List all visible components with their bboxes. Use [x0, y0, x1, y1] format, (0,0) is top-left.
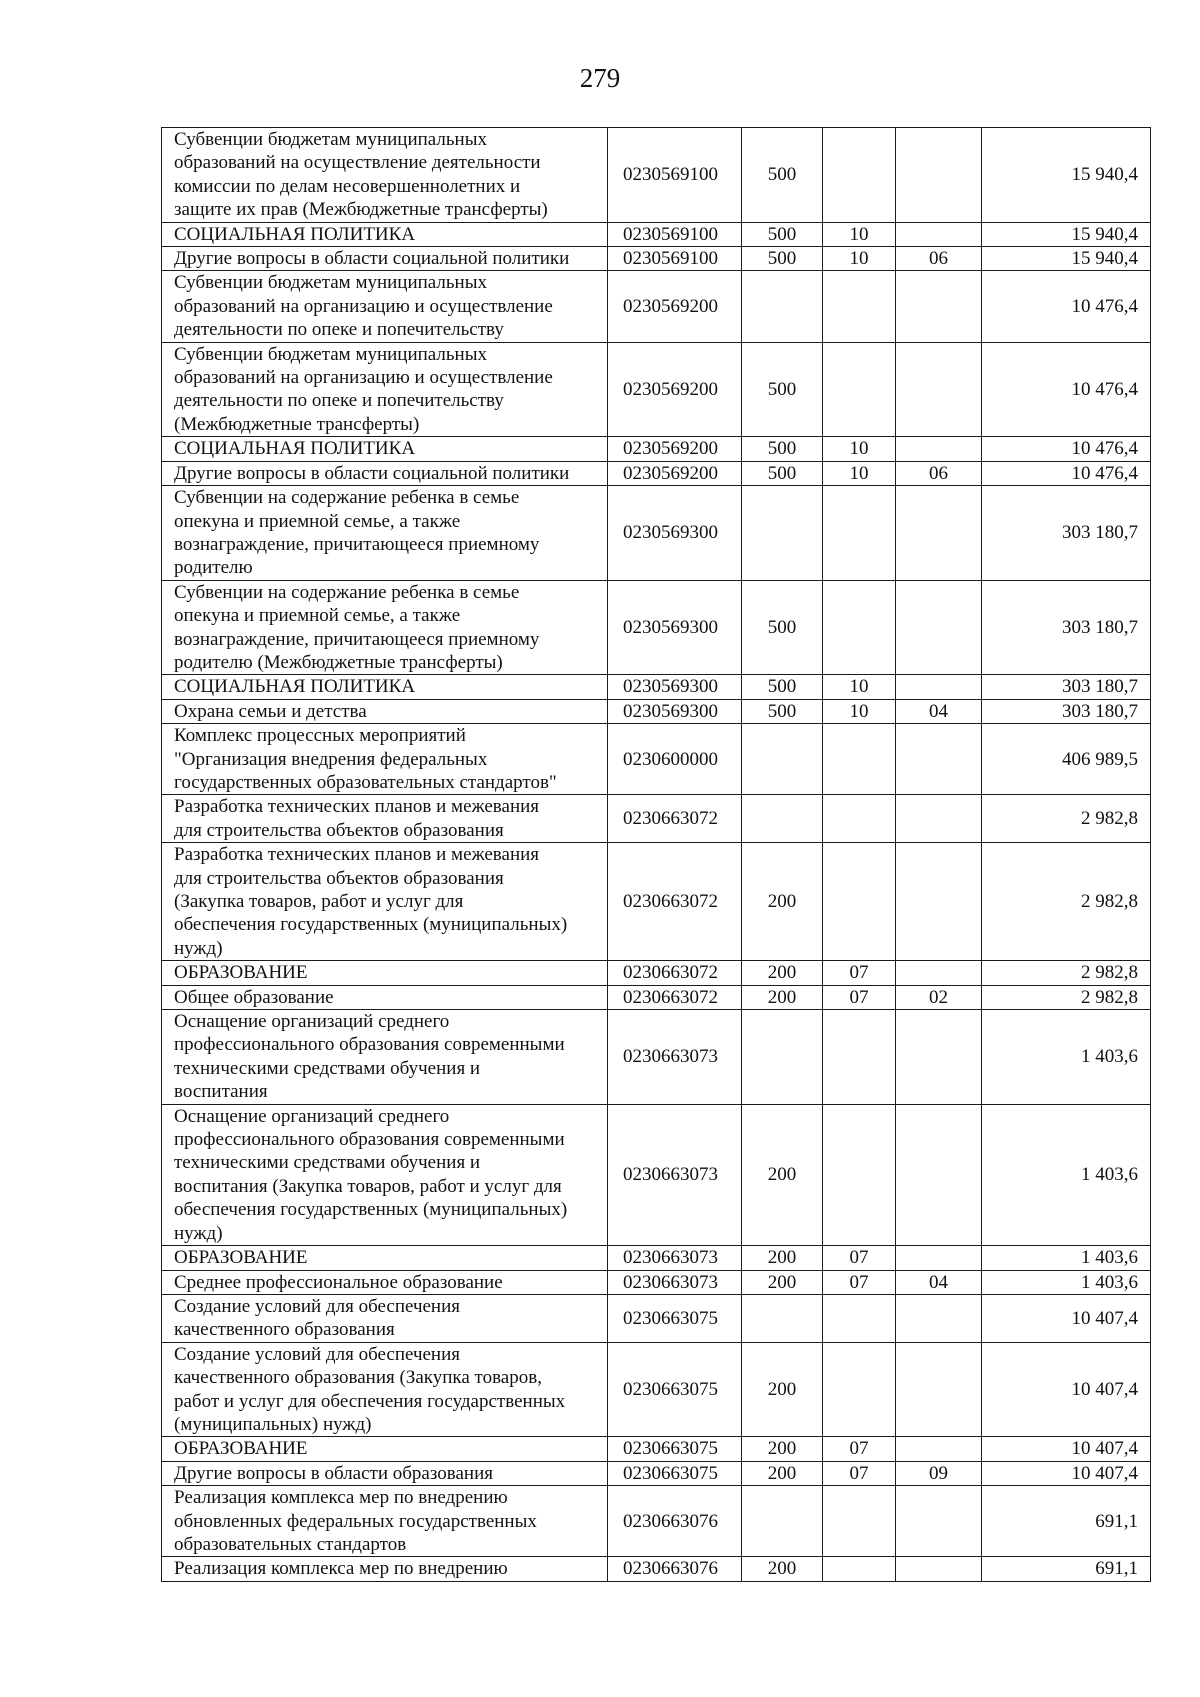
target-article-cell: 0230663073: [608, 1104, 742, 1245]
amount-cell: 15 940,4: [982, 222, 1151, 246]
row-name-cell: [162, 1294, 608, 1342]
amount-cell: 2 982,8: [982, 961, 1151, 985]
section-cell: 10: [823, 437, 896, 461]
row-name-cell: [162, 1246, 608, 1270]
row-name-cell: [162, 1437, 608, 1461]
row-name-cell: [162, 128, 608, 223]
amount-cell: 10 476,4: [982, 461, 1151, 485]
row-name-cell: [162, 486, 608, 581]
target-article-cell: 0230663075: [608, 1342, 742, 1437]
table-row: [162, 1486, 1151, 1557]
subsection-cell: [896, 1557, 982, 1581]
table-row: [162, 795, 1151, 843]
expense-type-cell: [742, 1486, 823, 1557]
row-name-line: комиссии по делам несовершеннолетних и: [174, 175, 521, 197]
subsection-cell: [896, 342, 982, 437]
table-row: [162, 486, 1151, 581]
expense-type-cell: 500: [742, 675, 823, 699]
expense-type-cell: 200: [742, 1437, 823, 1461]
section-cell: [823, 486, 896, 581]
amount-cell: 691,1: [982, 1486, 1151, 1557]
amount-cell: 1 403,6: [982, 1246, 1151, 1270]
section-cell: 10: [823, 247, 896, 271]
target-article-cell: 0230569100: [608, 247, 742, 271]
row-name-line: Другие вопросы в области социальной политики: [174, 248, 570, 270]
subsection-cell: [896, 1486, 982, 1557]
row-name-line: ОБРАЗОВАНИЕ: [174, 1438, 308, 1460]
row-name-line: качественного образования: [174, 1319, 395, 1341]
section-cell: [823, 795, 896, 843]
row-name-line: воспитания (Закупка товаров, работ и услуг для: [174, 1175, 562, 1197]
section-cell: 10: [823, 461, 896, 485]
section-cell: 07: [823, 1246, 896, 1270]
amount-cell: 10 476,4: [982, 271, 1151, 342]
amount-cell: 15 940,4: [982, 247, 1151, 271]
row-name-line: Создание условий для обеспечения: [174, 1343, 461, 1365]
subsection-cell: [896, 437, 982, 461]
table-row: [162, 843, 1151, 961]
table-row: [162, 985, 1151, 1009]
amount-cell: 10 407,4: [982, 1437, 1151, 1461]
table-row: [162, 580, 1151, 675]
section-cell: 07: [823, 985, 896, 1009]
row-name-line: Субвенции бюджетам муниципальных: [174, 272, 487, 294]
target-article-cell: 0230569300: [608, 699, 742, 723]
row-name-line: вознаграждение, причитающееся приемному: [174, 533, 540, 555]
expense-type-cell: 500: [742, 222, 823, 246]
amount-cell: 303 180,7: [982, 675, 1151, 699]
row-name-cell: [162, 1342, 608, 1437]
section-cell: [823, 1557, 896, 1581]
subsection-cell: 02: [896, 985, 982, 1009]
section-cell: [823, 1294, 896, 1342]
expense-type-cell: 200: [742, 1104, 823, 1245]
row-name-line: техническими средствами обучения и: [174, 1057, 481, 1079]
section-cell: [823, 342, 896, 437]
table-row: [162, 247, 1151, 271]
row-name-cell: [162, 1010, 608, 1105]
row-name-cell: [162, 271, 608, 342]
row-name-cell: [162, 247, 608, 271]
row-name-line: СОЦИАЛЬНАЯ ПОЛИТИКА: [174, 438, 416, 460]
target-article-cell: 0230569300: [608, 486, 742, 581]
table-row: [162, 1437, 1151, 1461]
row-name-line: качественного образования (Закупка товаров,: [174, 1367, 542, 1389]
amount-cell: 10 407,4: [982, 1342, 1151, 1437]
row-name-cell: [162, 699, 608, 723]
row-name-line: образований на организацию и осуществление: [174, 295, 553, 317]
target-article-cell: 0230569200: [608, 342, 742, 437]
subsection-cell: [896, 271, 982, 342]
row-name-line: обеспечения государственных (муниципальных): [174, 1199, 568, 1221]
row-name-line: профессионального образования современными: [174, 1129, 565, 1151]
target-article-cell: 0230569200: [608, 271, 742, 342]
expense-type-cell: [742, 1010, 823, 1105]
subsection-cell: 04: [896, 1270, 982, 1294]
row-name-cell: [162, 437, 608, 461]
row-name-line: родителю: [174, 557, 253, 579]
row-name-line: защите их прав (Межбюджетные трансферты): [174, 199, 548, 221]
section-cell: [823, 1104, 896, 1245]
row-name-cell: [162, 1557, 608, 1581]
section-cell: [823, 724, 896, 795]
subsection-cell: [896, 580, 982, 675]
table-row: [162, 342, 1151, 437]
budget-table: [161, 127, 1151, 1582]
subsection-cell: [896, 128, 982, 223]
amount-cell: 2 982,8: [982, 795, 1151, 843]
expense-type-cell: 500: [742, 699, 823, 723]
subsection-cell: [896, 1342, 982, 1437]
row-name-line: вознаграждение, причитающееся приемному: [174, 628, 540, 650]
target-article-cell: 0230569300: [608, 580, 742, 675]
amount-cell: 303 180,7: [982, 699, 1151, 723]
target-article-cell: 0230663073: [608, 1270, 742, 1294]
table-row: [162, 1294, 1151, 1342]
row-name-line: Охрана семьи и детства: [174, 700, 367, 722]
row-name-line: нужд): [174, 937, 223, 959]
row-name-line: профессионального образования современными: [174, 1034, 565, 1056]
row-name-cell: [162, 1486, 608, 1557]
subsection-cell: [896, 1104, 982, 1245]
amount-cell: 1 403,6: [982, 1270, 1151, 1294]
row-name-line: обеспечения государственных (муниципальных): [174, 914, 568, 936]
section-cell: 10: [823, 699, 896, 723]
target-article-cell: 0230569100: [608, 222, 742, 246]
amount-cell: 15 940,4: [982, 128, 1151, 223]
row-name-cell: [162, 580, 608, 675]
target-article-cell: 0230663075: [608, 1294, 742, 1342]
subsection-cell: 06: [896, 247, 982, 271]
expense-type-cell: [742, 1294, 823, 1342]
row-name-line: Субвенции бюджетам муниципальных: [174, 129, 487, 150]
expense-type-cell: [742, 795, 823, 843]
row-name-cell: [162, 843, 608, 961]
row-name-cell: [162, 1104, 608, 1245]
table-row: [162, 1557, 1151, 1581]
amount-cell: 2 982,8: [982, 985, 1151, 1009]
subsection-cell: [896, 724, 982, 795]
expense-type-cell: 200: [742, 961, 823, 985]
table-row: [162, 961, 1151, 985]
subsection-cell: [896, 222, 982, 246]
expense-type-cell: [742, 271, 823, 342]
row-name-cell: [162, 222, 608, 246]
row-name-cell: [162, 724, 608, 795]
row-name-line: (Межбюджетные трансферты): [174, 413, 420, 435]
row-name-line: Разработка технических планов и межевания: [174, 844, 540, 866]
expense-type-cell: [742, 724, 823, 795]
row-name-line: Реализация комплекса мер по внедрению: [174, 1558, 508, 1580]
table-row: [162, 1246, 1151, 1270]
row-name-line: обновленных федеральных государственных: [174, 1510, 537, 1532]
row-name-line: нужд): [174, 1222, 223, 1244]
section-cell: 07: [823, 1461, 896, 1485]
table-row: [162, 1342, 1151, 1437]
row-name-line: Оснащение организаций среднего: [174, 1011, 450, 1033]
row-name-line: Другие вопросы в области социальной политики: [174, 462, 570, 484]
row-name-line: для строительства объектов образования: [174, 819, 504, 841]
row-name-line: Общее образование: [174, 986, 334, 1008]
target-article-cell: 0230663072: [608, 795, 742, 843]
section-cell: 07: [823, 961, 896, 985]
subsection-cell: [896, 1246, 982, 1270]
row-name-cell: [162, 675, 608, 699]
row-name-line: деятельности по опеке и попечительству: [174, 390, 504, 412]
row-name-line: родителю (Межбюджетные трансферты): [174, 651, 503, 673]
section-cell: [823, 1010, 896, 1105]
section-cell: [823, 580, 896, 675]
row-name-line: (Закупка товаров, работ и услуг для: [174, 891, 464, 912]
section-cell: [823, 1342, 896, 1437]
section-cell: [823, 128, 896, 223]
table-row: [162, 437, 1151, 461]
row-name-line: ОБРАЗОВАНИЕ: [174, 962, 308, 984]
expense-type-cell: 500: [742, 437, 823, 461]
row-name-line: Оснащение организаций среднего: [174, 1105, 450, 1127]
row-name-line: СОЦИАЛЬНАЯ ПОЛИТИКА: [174, 223, 416, 245]
row-name-line: опекуна и приемной семье, а также: [174, 510, 461, 532]
row-name-line: (муниципальных) нужд): [174, 1413, 372, 1435]
row-name-line: Среднее профессиональное образование: [174, 1271, 503, 1293]
row-name-cell: [162, 461, 608, 485]
section-cell: 10: [823, 675, 896, 699]
row-name-line: Другие вопросы в области образования: [174, 1462, 493, 1484]
row-name-line: СОЦИАЛЬНАЯ ПОЛИТИКА: [174, 676, 416, 698]
row-name-line: деятельности по опеке и попечительству: [174, 319, 504, 341]
row-name-line: Субвенции на содержание ребенка в семье: [174, 581, 520, 603]
expense-type-cell: 200: [742, 1270, 823, 1294]
subsection-cell: 04: [896, 699, 982, 723]
subsection-cell: 09: [896, 1461, 982, 1485]
table-row: [162, 271, 1151, 342]
table-row: [162, 675, 1151, 699]
row-name-line: образовательных стандартов: [174, 1533, 407, 1555]
row-name-line: опекуна и приемной семье, а также: [174, 605, 461, 627]
subsection-cell: 06: [896, 461, 982, 485]
amount-cell: 406 989,5: [982, 724, 1151, 795]
row-name-cell: [162, 1270, 608, 1294]
target-article-cell: 0230663072: [608, 843, 742, 961]
expense-type-cell: 500: [742, 128, 823, 223]
target-article-cell: 0230663073: [608, 1246, 742, 1270]
subsection-cell: [896, 961, 982, 985]
row-name-line: Разработка технических планов и межевания: [174, 796, 540, 818]
row-name-line: Реализация комплекса мер по внедрению: [174, 1487, 508, 1509]
target-article-cell: 0230663073: [608, 1010, 742, 1105]
row-name-line: Субвенции бюджетам муниципальных: [174, 343, 487, 365]
section-cell: [823, 271, 896, 342]
subsection-cell: [896, 486, 982, 581]
subsection-cell: [896, 1010, 982, 1105]
expense-type-cell: 200: [742, 843, 823, 961]
table-row: [162, 461, 1151, 485]
expense-type-cell: 200: [742, 985, 823, 1009]
target-article-cell: 0230663076: [608, 1486, 742, 1557]
table-row: [162, 1104, 1151, 1245]
target-article-cell: 0230600000: [608, 724, 742, 795]
amount-cell: 303 180,7: [982, 580, 1151, 675]
section-cell: 07: [823, 1270, 896, 1294]
row-name-cell: [162, 1461, 608, 1485]
expense-type-cell: 500: [742, 247, 823, 271]
target-article-cell: 0230569100: [608, 128, 742, 223]
section-cell: 10: [823, 222, 896, 246]
expense-type-cell: 200: [742, 1557, 823, 1581]
row-name-line: "Организация внедрения федеральных: [174, 748, 488, 770]
section-cell: [823, 1486, 896, 1557]
subsection-cell: [896, 1294, 982, 1342]
table-row: [162, 724, 1151, 795]
target-article-cell: 0230569300: [608, 675, 742, 699]
amount-cell: 1 403,6: [982, 1104, 1151, 1245]
expense-type-cell: 200: [742, 1342, 823, 1437]
expense-type-cell: 500: [742, 580, 823, 675]
expense-type-cell: 500: [742, 342, 823, 437]
row-name-cell: [162, 342, 608, 437]
table-row: [162, 1270, 1151, 1294]
row-name-cell: [162, 961, 608, 985]
target-article-cell: 0230569200: [608, 461, 742, 485]
amount-cell: 1 403,6: [982, 1010, 1151, 1105]
expense-type-cell: 500: [742, 461, 823, 485]
expense-type-cell: [742, 486, 823, 581]
target-article-cell: 0230663075: [608, 1437, 742, 1461]
row-name-cell: [162, 985, 608, 1009]
table-row: [162, 699, 1151, 723]
target-article-cell: 0230569200: [608, 437, 742, 461]
row-name-line: Комплекс процессных мероприятий: [174, 725, 466, 747]
row-name-line: ОБРАЗОВАНИЕ: [174, 1247, 308, 1269]
row-name-line: для строительства объектов образования: [174, 867, 504, 889]
amount-cell: 2 982,8: [982, 843, 1151, 961]
table-row: [162, 1010, 1151, 1105]
row-name-line: Создание условий для обеспечения: [174, 1295, 461, 1317]
subsection-cell: [896, 795, 982, 843]
target-article-cell: 0230663072: [608, 961, 742, 985]
subsection-cell: [896, 1437, 982, 1461]
row-name-line: образований на организацию и осуществление: [174, 367, 553, 389]
row-name-line: воспитания: [174, 1081, 268, 1103]
amount-cell: 10 476,4: [982, 342, 1151, 437]
amount-cell: 691,1: [982, 1557, 1151, 1581]
row-name-line: образований на осуществление деятельности: [174, 152, 541, 174]
amount-cell: 10 476,4: [982, 437, 1151, 461]
target-article-cell: 0230663072: [608, 985, 742, 1009]
amount-cell: 10 407,4: [982, 1461, 1151, 1485]
row-name-line: государственных образовательных стандартов": [174, 771, 557, 793]
row-name-line: Субвенции на содержание ребенка в семье: [174, 487, 520, 509]
target-article-cell: 0230663075: [608, 1461, 742, 1485]
subsection-cell: [896, 843, 982, 961]
table-row: [162, 222, 1151, 246]
table-row: [162, 128, 1151, 223]
expense-type-cell: 200: [742, 1461, 823, 1485]
expense-type-cell: 200: [742, 1246, 823, 1270]
row-name-line: техническими средствами обучения и: [174, 1152, 481, 1174]
subsection-cell: [896, 675, 982, 699]
amount-cell: 10 407,4: [982, 1294, 1151, 1342]
amount-cell: 303 180,7: [982, 486, 1151, 581]
page-number: 279: [579, 63, 621, 93]
section-cell: [823, 843, 896, 961]
section-cell: 07: [823, 1437, 896, 1461]
budget-table-body: [162, 128, 1151, 1582]
target-article-cell: 0230663076: [608, 1557, 742, 1581]
table-row: [162, 1461, 1151, 1485]
row-name-cell: [162, 795, 608, 843]
row-name-line: работ и услуг для обеспечения государственных: [174, 1390, 566, 1412]
